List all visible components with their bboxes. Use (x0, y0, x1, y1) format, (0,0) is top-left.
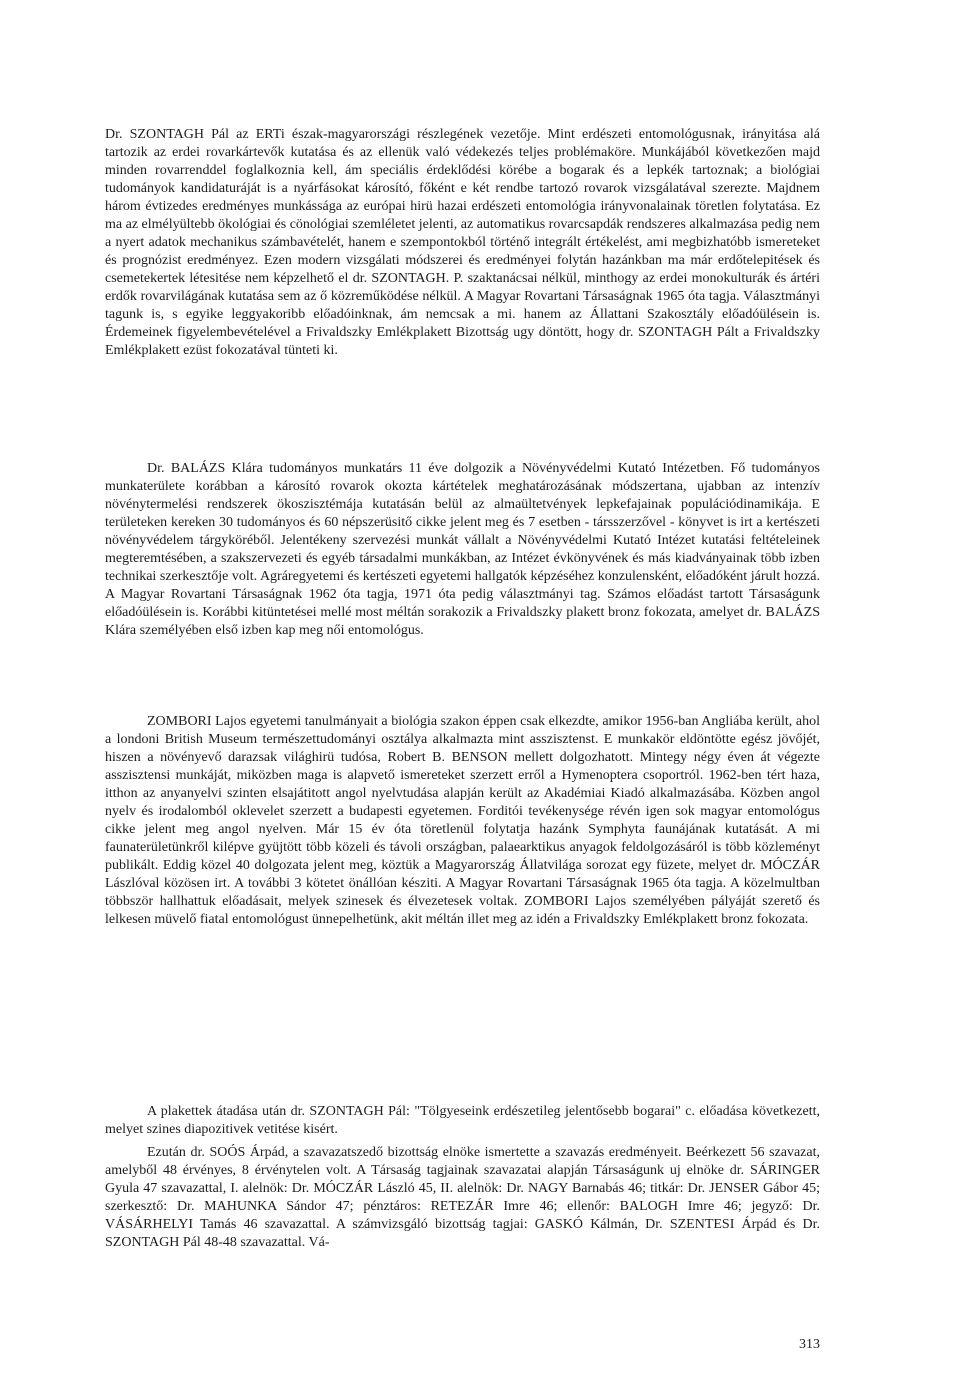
paragraph-balazs-text: Dr. BALÁZS Klára tudományos munkatárs 11 éve dolgozik a Növényvédelmi Kutató Intézetben. Fő tudományos munkaterülete korábban a károsító rovarok okozta kártételek meghatározásának módszertana, ujabban az intenzív növénytermelési rendszerek ökoszisztémája kutatásán belül az almaültetvények lepkefajainak populációdinamikája. E területeken kereken 30 tudományos és 60 népszerüsitő cikke jelent meg és 7 esetben - társszerzővel - könyvet is irt a kertészeti növényvédelem tárgyköréből. Jelentékeny szervezési munkát vállalt a Növényvédelmi Kutató Intézet kutatási feltételeinek megteremtésében, a szakszervezeti és egyéb társadalmi munkákban, az Intézet évkönyvének és más kiadványainak több izben technikai szerkesztője volt. Agráregyetemi és kertészeti egyetemi hallgatók képzéséhez konzulensként, előadóként járult hozzá. A Magyar Rovartani Társaságnak 1962 óta tagja, 1971 óta pedig választmányi tag. Számos előadást tartott Társaságunk előadóülésein is. Korábbi kitüntetései mellé most méltán sorakozik a Frivaldszky plakett bronz fokozata, amelyet dr. BALÁZS Klára személyében első izben kap meg női entomológus. (105, 461, 820, 638)
paragraph-zombori-text: ZOMBORI Lajos egyetemi tanulmányait a biológia szakon éppen csak elkezdte, amikor 1956-ban Angliába került, ahol a londoni British Museum természettudományi osztálya alkalmazta mint asszisztenst. E munkakör eldöntötte egész jövőjét, hiszen a növényevő darazsak világhirü tudósa, Robert B. BENSON mellett dolgozhatott. Mintegy négy éven át végezte asszisztensi munkáját, miközben maga is alapvető ismereteket szerzett erről a Hymenoptera csoportról. 1962-ben tért haza, itthon az anyanyelvi szinten elsajátitott angol nyelvtudása alapján került az Akadémiai Kiadó alkalmazásába. Közben angol nyelv és irodalomból oklevelet szerzett a budapesti egyetemen. Forditói tevékenysége révén igen sok magyar entomológus cikke jelent meg angol nyelven. Már 15 év óta töretlenül folytatja hazánk Symphyta faunájának kutatását. A mi faunaterületünkről kilépve gyüjtött több közeli és távoli országban, palaearktikus anyagok feldolgozásáról is több közleményt publikált. Eddig közel 40 dolgozata jelent meg, köztük a Magyarország Állatvilága sorozat egy füzete, melyet dr. MÓCZÁR Lászlóval közösen irt. A további 3 kötetet önállóan késziti. A Magyar Rovartani Társaságnak 1965 óta tagja. A közelmultban többször hallhattuk előadásait, melyek szinesek és élvezetesek voltak. ZOMBORI Lajos személyében pályáját szerető és lelkesen müvelő fiatal entomológust ünnepelhetünk, akit méltán illet meg az idén a Frivaldszky Emlékplakett bronz fokozata. (105, 714, 820, 927)
paragraph-szontagh (105, 126, 820, 360)
paragraph-zombori (105, 713, 820, 929)
paragraph-balazs (105, 460, 820, 640)
paragraph-szontagh-text: Dr. SZONTAGH Pál az ERTi észak-magyarországi részlegének vezetője. Mint erdészeti entomológusnak, irányitása alá tartozik az erdei rovarkártevők kutatása és az ellenük való védekezés teljes problémaköre. Munkájából következően majd minden rovarrenddel foglalkoznia kell, ám speciális érdeklődési körébe a bogarak és a lepkék tartoznak; a biológiai tudományok kandidaturáját is a nyárfásokat károsító, főként e két rendbe tartozó rovarok vizsgálatával szerezte. Majdnem három évtizedes eredményes munkássága az európai hirü hazai erdészeti entomológia irányvonalainak töretlen folytatása. Ez ma az elmélyültebb ökológiai és cönológiai szemléletet jelenti, az automatikus rovarcsapdák rendszeres alkalmazása pedig nem a nyert adatok mechanikus számbavételét, hanem e szempontokból történő integrált értékelést, ami megbizhatóbb ismereteket és prognózist eredményez. Ezen modern vizsgálati módszerei és eredményei folytán hazánkban ma már erdőtelepitések és csemetekertek létesitése nem képzelhető el dr. SZONTAGH. P. szaktanácsai nélkül, minthogy az erdei monokulturák és ártéri erdők rovarvilágának kutatása sem az ő közreműködése nélkül. A Magyar Rovartani Társaságnak 1965 óta tagja. Választmányi tagunk is, s egyike leggyakoribb előadóinknak, ám nemcsak a mi. hanem az Állattani Szakosztály előadóülésein is. Érdemeinek figyelembevételével a Frivaldszky Emlékplakett Bizottság ugy döntött, hogy dr. SZONTAGH Pált a Frivaldszky Emlékplakett ezüst fokozatával tünteti ki. (105, 127, 820, 358)
page-number: 313 (799, 1337, 820, 1352)
paragraph-szavazas-text: Ezután dr. SOÓS Árpád, a szavazatszedő bizottság elnöke ismertette a szavazás eredményeit. Beérkezett 56 szavazat, amelyből 48 érvényes, 8 érvénytelen volt. A Társaság tagjainak szavazatai alapján Társaságunk uj elnöke dr. SÁRINGER Gyula 47 szavazattal, I. alelnök: Dr. MÓCZÁR László 45, II. alelnök: Dr. NAGY Barnabás 46; titkár: Dr. JENSER Gábor 45; szerkesztő: Dr. MAHUNKA Sándor 47; pénztáros: RETEZÁR Imre 46; ellenőr: BALOGH Imre 46; jegyző: Dr. VÁSÁRHELYI Tamás 46 szavazattal. A számvizsgáló bizottság tagjai: GASKÓ Kálmán, Dr. SZENTESI Árpád és Dr. SZONTAGH Pál 48-48 szavazattal. Vá- (105, 1145, 820, 1250)
paragraph-szavazas (105, 1144, 820, 1252)
paragraph-plakett (105, 1103, 820, 1139)
paragraph-plakett-text: A plakettek átadása után dr. SZONTAGH Pál: "Tölgyeseink erdészetileg jelentősebb bogarai" c. előadása következett, melyet szines diapozitivek vetitése kisért. (105, 1104, 820, 1137)
